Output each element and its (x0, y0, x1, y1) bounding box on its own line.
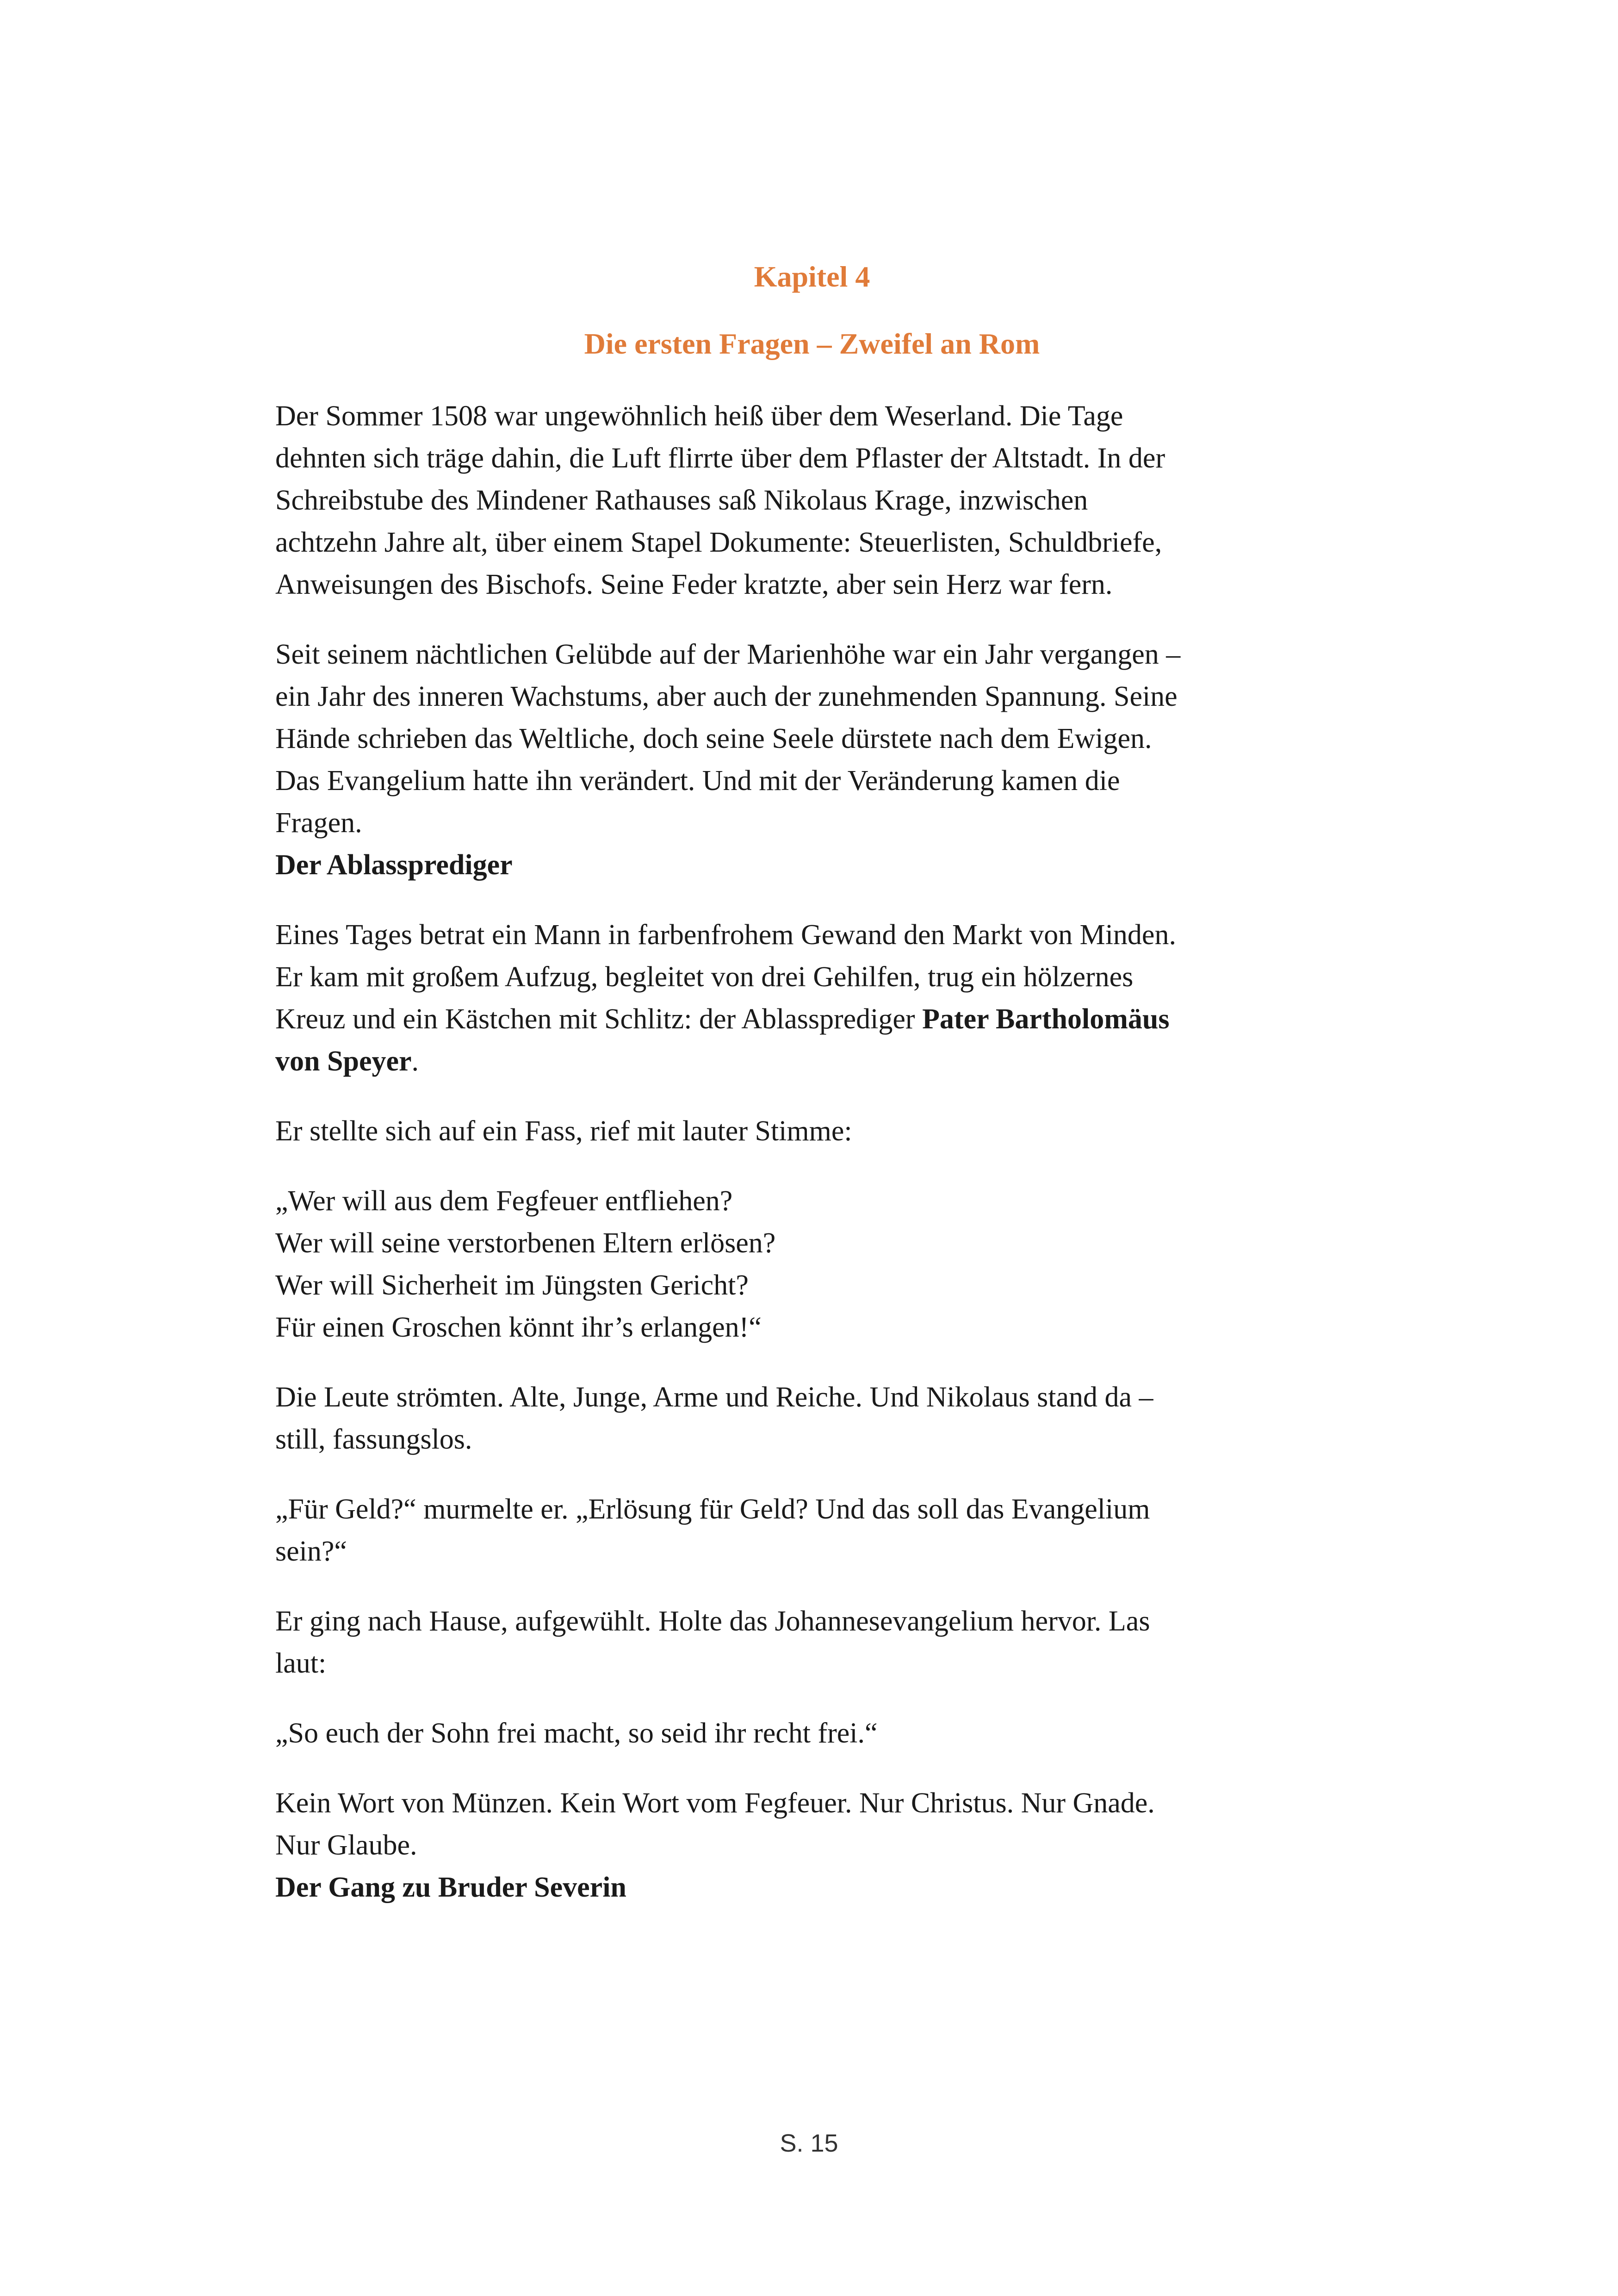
page-number: S. 15 (780, 2129, 838, 2157)
text-line: Das Evangelium hatte ihn verändert. Und mit der Veränderung kamen die (275, 765, 1120, 796)
text-line: Kein Wort von Münzen. Kein Wort vom Fegfeuer. Nur Christus. Nur Gnade. (275, 1787, 1155, 1819)
section-heading-bruder-severin: Der Gang zu Bruder Severin (275, 1871, 626, 1903)
page-content (275, 259, 1349, 1909)
text-line: Die Leute strömten. Alte, Junge, Arme und Reiche. Und Nikolaus stand da – (275, 1381, 1153, 1413)
text-line: „Für Geld?“ murmelte er. „Erlösung für Geld? Und das soll das Evangelium (275, 1493, 1150, 1525)
paragraph-4: Er stellte sich auf ein Fass, rief mit lauter Stimme: (275, 1115, 852, 1147)
text-line (275, 1040, 1349, 1083)
quote-line: „Wer will aus dem Fegfeuer entfliehen? (275, 1185, 733, 1217)
text-line: laut: (275, 1647, 327, 1679)
text-line: ein Jahr des inneren Wachstums, aber auch der zunehmenden Spannung. Seine (275, 680, 1178, 712)
paragraph-8 (275, 1782, 1349, 1867)
text-line (275, 998, 1349, 1040)
text-line: still, fassungslos. (275, 1423, 472, 1455)
section-heading-ablassprediger: Der Ablassprediger (275, 849, 513, 881)
quote-line: Wer will Sicherheit im Jüngsten Gericht? (275, 1269, 749, 1301)
paragraph-6 (275, 1488, 1349, 1573)
quote-block-1 (275, 1180, 1349, 1349)
text-line: Anweisungen des Bischofs. Seine Feder kratzte, aber sein Herz war fern. (275, 568, 1113, 600)
text-line: Der Sommer 1508 war ungewöhnlich heiß über dem Weserland. Die Tage (275, 400, 1123, 432)
text-line: Eines Tages betrat ein Mann in farbenfrohem Gewand den Markt von Minden. (275, 919, 1176, 951)
quote-line: Für einen Groschen könnt ihr’s erlangen!“ (275, 1311, 762, 1343)
text-line: Nur Glaube. (275, 1829, 417, 1861)
text-line: dehnten sich träge dahin, die Luft flirrte über dem Pflaster der Altstadt. In der (275, 442, 1165, 474)
text-line: Hände schrieben das Weltliche, doch seine Seele dürstete nach dem Ewigen. (275, 722, 1152, 754)
quote-block-2: „So euch der Sohn frei macht, so seid ihr recht frei.“ (275, 1717, 878, 1749)
text-line: Fragen. (275, 807, 362, 839)
text-line: Seit seinem nächtlichen Gelübde auf der Marienhöhe war ein Jahr vergangen – (275, 638, 1181, 670)
text-run: . (411, 1045, 419, 1077)
text-line: sein?“ (275, 1535, 347, 1567)
text-line: Schreibstube des Mindener Rathauses saß Nikolaus Krage, inzwischen (275, 484, 1088, 516)
paragraph-3 (275, 914, 1349, 1083)
quote-line: Wer will seine verstorbenen Eltern erlösen? (275, 1227, 776, 1259)
chapter-number: Kapitel 4 (754, 260, 870, 293)
text-line: Er ging nach Hause, aufgewühlt. Holte das Johannesevangelium hervor. Las (275, 1605, 1150, 1637)
paragraph-2 (275, 634, 1349, 844)
paragraph-5 (275, 1376, 1349, 1461)
bold-name: Pater Bartholomäus (922, 1003, 1170, 1035)
paragraph-7 (275, 1600, 1349, 1685)
bold-name: von Speyer (275, 1045, 412, 1077)
text-run: Kreuz und ein Kästchen mit Schlitz: der Ablassprediger (275, 1003, 923, 1035)
chapter-title: Die ersten Fragen – Zweifel an Rom (584, 327, 1040, 360)
text-line: Er kam mit großem Aufzug, begleitet von drei Gehilfen, trug ein hölzernes (275, 961, 1134, 993)
paragraph-1 (275, 395, 1349, 606)
text-line: achtzehn Jahre alt, über einem Stapel Dokumente: Steuerlisten, Schuldbriefe, (275, 526, 1162, 558)
